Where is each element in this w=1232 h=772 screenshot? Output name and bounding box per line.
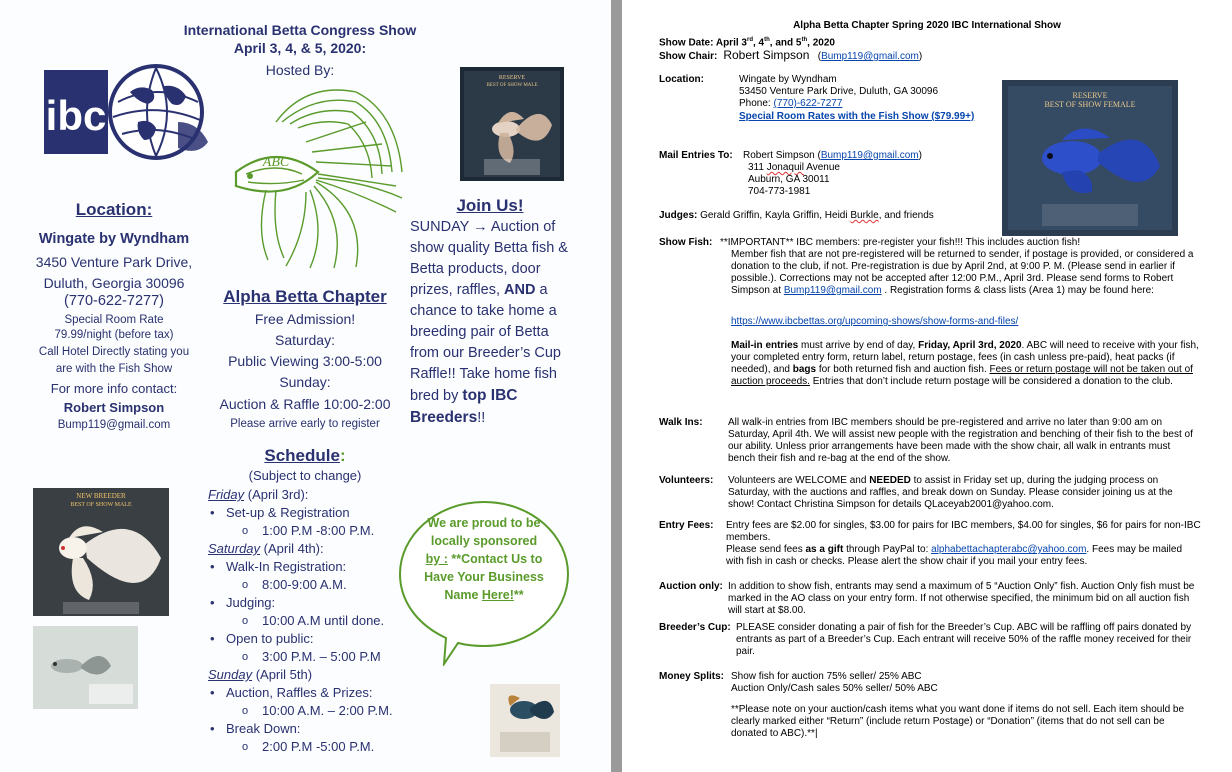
list-item: o 2:00 P.M -5:00 P.M. [208, 738, 418, 756]
svg-text:BEST OF SHOW MALE: BEST OF SHOW MALE [70, 502, 132, 508]
free-admission: Free Admission! [254, 311, 356, 327]
abc-heading: Alpha Betta Chapter [223, 287, 387, 306]
show-chair-email-link[interactable]: Bump119@gmail.com [821, 51, 919, 62]
location-phone: (770-622-7277) [64, 293, 164, 309]
join-us-text: SUNDAY → Auction of show quality Betta fish & Betta products, door prizes, raffles, AND a chance to take home a breeding pair of Betta from our Breeder’s Cup Raffle!! Take home fish bred by top IBC Breeders!! [410, 219, 568, 426]
location-details: Wingate by Wyndham 53450 Venture Park Drive, Duluth, GA 30096 Phone: (770)-622-7277 Special Room Rates with the Fish Show ($79.99+) [739, 74, 975, 122]
breeders-cup-label: Breeder’s Cup: [659, 622, 731, 633]
reserve-best-male-photo [460, 67, 564, 181]
flyer-title: International Betta Congress Show [183, 22, 417, 38]
location-hotel: Wingate by Wyndham [38, 231, 190, 247]
entry-fees-label: Entry Fees: [659, 520, 714, 531]
green-betta-illustration [206, 82, 406, 272]
reserve-male-caption: RESERVE [498, 75, 526, 81]
show-date: Show Date: April 3rd, 4th, and 5th, 2020 [659, 37, 835, 49]
schedule-day-saturday: Saturday (April 4th): [208, 541, 324, 556]
show-document-page [622, 0, 1232, 772]
svg-text:BEST OF SHOW MALE: BEST OF SHOW MALE [486, 83, 538, 88]
auction-only-text: In addition to show fish, entrants may send a maximum of 5 “Auction Only” fish. Auction Only fish must be marked in the AO class on your entry form. If not otherwise specified, the minimum bid on all auction fish will start at $8.00. [728, 581, 1195, 616]
list-item: o 8:00-9:00 A.M. [208, 576, 418, 594]
mail-entries-label: Mail Entries To: [659, 150, 733, 161]
arrive-early-note: Please arrive early to register [230, 418, 380, 430]
fish-logo-text: ABC [262, 155, 290, 170]
judges: Judges: Gerald Griffin, Kayla Griffin, Heidi Burkle, and friends [659, 210, 934, 221]
schedule-day-sunday: Sunday (April 5th) [208, 667, 313, 682]
room-rates-link[interactable]: Special Room Rates with the Fish Show ($79.99+) [739, 111, 975, 122]
hosted-by-label: Hosted By: [265, 62, 335, 78]
ibc-logo [38, 62, 216, 162]
list-item: • Open to public: [208, 630, 418, 648]
new-breeder-best-male-photo [33, 488, 169, 616]
schedule-day-friday: Friday (April 3rd): [208, 487, 309, 502]
location-heading: Location: [75, 200, 153, 219]
flyer-page [0, 0, 611, 772]
show-fish-important: **IMPORTANT** IBC members: pre-register your fish!!! This includes auction fish! [720, 237, 1081, 248]
join-us-heading: Join Us! [456, 196, 524, 215]
schedule-subtitle: (Subject to change) [248, 468, 362, 483]
saturday-label: Saturday: [275, 332, 335, 348]
paypal-email-link[interactable]: alphabettachapterabc@yahoo.com [931, 544, 1087, 555]
breeders-cup-text: PLEASE consider donating a pair of fish for the Breeder’s Cup. ABC will be raffling off pairs donated by entrants as part of a Breeder’s Cup. Each entrant will receive 50% of the raffle money received for their pair. [736, 622, 1192, 657]
room-rate-value: 79.99/night (before tax) [54, 329, 174, 341]
location-label: Location: [659, 74, 704, 85]
sponsor-text: We are proud to be locally sponsored by : **Contact Us to Have Your Business Name Here!** [424, 516, 544, 602]
mail-email-link[interactable]: Bump119@gmail.com [820, 150, 919, 161]
walk-ins-text: All walk-in entries from IBC members should be pre-registered and arrive no later than 9:00 am on Saturday, April 4th. We will assist new people with the registration and benching of their fish to the best of our ability. Unless prior arrangements have been made with the show chair, all walk in entrants must bench their fish and re-bag at the end of the show. [728, 417, 1193, 464]
list-item: o 10:00 A.M. – 2:00 P.M. [208, 702, 418, 720]
show-fish-label: Show Fish: [659, 237, 713, 248]
list-item: • Walk-In Registration: [208, 558, 418, 576]
list-item: • Set-up & Registration [208, 504, 418, 522]
mail-in-entries-text: Mail-in entries must arrive by end of day, Friday, April 3rd, 2020. ABC will need to receive with your fish, your completed entry form, return label, return postage, fees (in cash unless pre-paid), heat packs (if needed), and bags for both returned fish and auction fish. Fees or return postage will not be taken out of auction proceeds. Entries that don’t include return postage will be considered a donation to the club. [731, 340, 1199, 387]
show-fish-email-link[interactable]: Bump119@gmail.com [783, 285, 882, 296]
small-betta-photo-bottom [490, 684, 560, 757]
entry-fees-text: Entry fees are $2.00 for singles, $3.00 for pairs for IBC members, $4.00 for singles, $6 for pairs for non-IBC members. Please send fees as a gift through PayPal to: alphabettachapterabc@yahoo.com. Fees may be mailed with fish in cash or checks. Please alert the show chair if you mail your entry fees. [726, 520, 1201, 567]
public-viewing-hours: Public Viewing 3:00-5:00 [228, 353, 382, 369]
reserve-female-caption: RESERVE [1072, 91, 1108, 100]
contact-email: Bump119@gmail.com [57, 419, 171, 431]
list-item: o 10:00 A.M until done. [208, 612, 418, 630]
new-breeder-caption: NEW BREEDER [76, 492, 126, 500]
call-hotel-line-2: are with the Fish Show [55, 363, 173, 375]
more-info-label: For more info contact: [50, 381, 178, 396]
auction-note: **Please note on your auction/cash items what you want done if items do not sell. Each item should be clearly marked either “Return” (include return Postage) or “Donation” (items that do not sell can be donated to ABC).**| [731, 704, 1185, 739]
mail-entries-address: Robert Simpson (Bump119@gmail.com) 311 Jonaquil Avenue Auburn, GA 30011 704-773-1981 [743, 150, 922, 197]
small-betta-photo-left [33, 626, 138, 709]
location-city: Duluth, Georgia 30096 [43, 275, 185, 291]
location-street: 3450 Venture Park Drive, [35, 254, 193, 270]
volunteers-label: Volunteers: [659, 475, 714, 486]
sunday-label: Sunday: [279, 374, 331, 390]
list-item: o 3:00 P.M. – 5:00 P.M [208, 648, 418, 666]
list-item: o 1:00 P.M -8:00 P.M. [208, 522, 418, 540]
flyer-dates: April 3, 4, & 5, 2020: [233, 40, 367, 56]
show-forms-link[interactable]: https://www.ibcbettas.org/upcoming-shows/show-forms-and-files/ [731, 316, 1019, 327]
money-splits-label: Money Splits: [659, 671, 725, 682]
schedule-heading: Schedule: [264, 446, 346, 465]
ibc-logo-text: ibc [45, 92, 107, 139]
document-title: Alpha Betta Chapter Spring 2020 IBC International Show [793, 20, 1061, 31]
svg-text:BEST OF SHOW FEMALE: BEST OF SHOW FEMALE [1044, 100, 1136, 109]
list-item: • Auction, Raffles & Prizes: [208, 684, 418, 702]
auction-raffle-hours: Auction & Raffle 10:00-2:00 [219, 396, 391, 412]
show-fish-text: Member fish that are not pre-registered will be returned to sender, if postage is provided, or considered a donation to the club, if not. Pre-registration is due by April 2nd, at 9:00 P. M. (Please send in earlier if possible.). Corrections may not be accepted after 12:00 P.M., April 3rd. Please send forms to Robert Simpson at Bump119@gmail.com . Registration forms & class lists (Area 1) may be found here: [731, 249, 1194, 296]
list-item: • Break Down: [208, 720, 418, 738]
money-splits-text: Show fish for auction 75% seller/ 25% ABC Auction Only/Cash sales 50% seller/ 50% ABC [731, 671, 938, 694]
volunteers-text: Volunteers are WELCOME and NEEDED to assist in Friday set up, during the judging process on Saturday, with the auctions and raffles, and break down on Sunday. Please consider joining us at the show! Contact Christina Simpson for details QLaceyab2001@yahoo.com. [728, 475, 1173, 510]
call-hotel-line-1: Call Hotel Directly stating you [38, 346, 190, 358]
list-item: • Judging: [208, 594, 418, 612]
room-rate-label: Special Room Rate [64, 314, 164, 326]
auction-only-label: Auction only: [659, 581, 723, 592]
reserve-best-female-photo [1002, 80, 1178, 236]
schedule-list [208, 486, 418, 756]
walk-ins-label: Walk Ins: [659, 417, 703, 428]
hotel-phone-link[interactable]: (770)-622-7277 [773, 98, 843, 109]
show-chair: Show Chair: Robert Simpson (Bump119@gmail.com) [659, 48, 923, 62]
contact-name: Robert Simpson [63, 400, 165, 415]
